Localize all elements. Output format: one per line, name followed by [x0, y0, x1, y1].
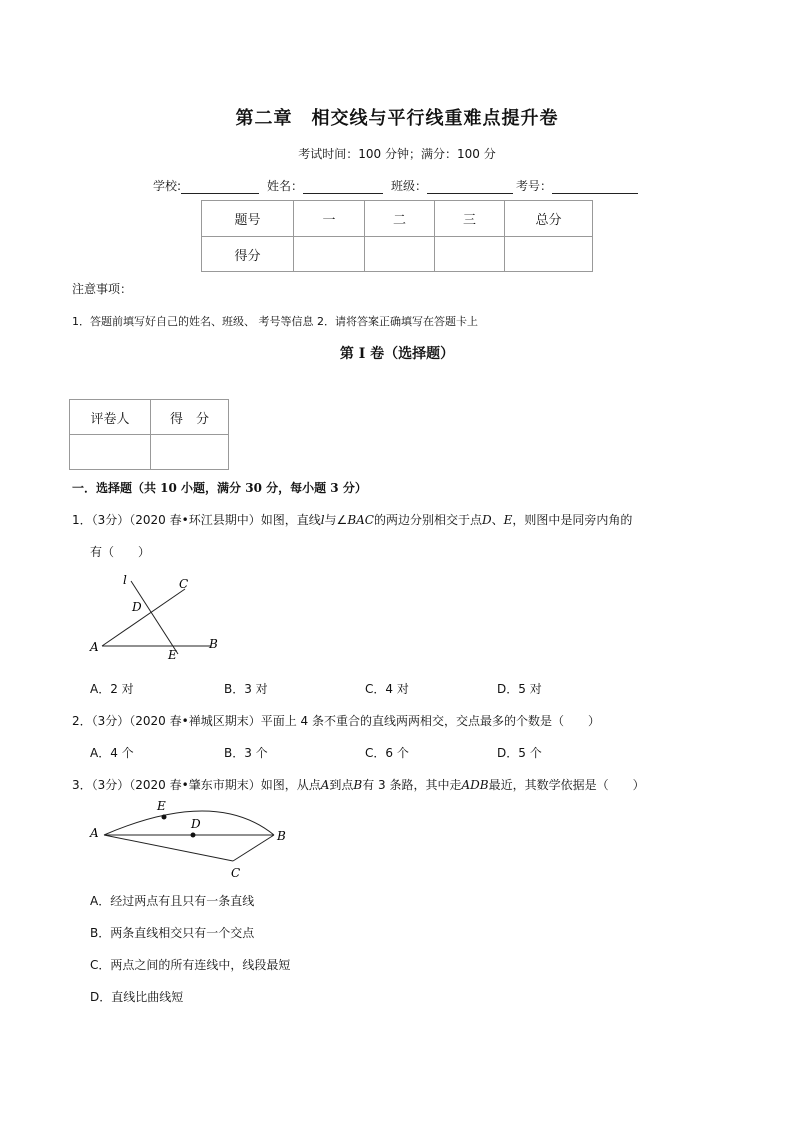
line-l — [131, 581, 178, 654]
class-label: 班级： — [391, 179, 428, 193]
path-cb — [233, 835, 274, 861]
q1-option-c[interactable]: C．4 对 — [365, 682, 409, 696]
notes-text: 1．答题前填写好自己的姓名、班级、 考号等信息 2．请将答案正确填写在答题卡上 — [72, 315, 478, 328]
score-cell[interactable] — [365, 237, 435, 272]
grader-value-row — [70, 435, 229, 470]
exam-time-info: 考试时间：100 分钟；满分：100 分 — [298, 147, 496, 161]
q3-option-b[interactable]: B．两条直线相交只有一个交点 — [90, 926, 255, 940]
name-blank[interactable] — [303, 180, 383, 194]
path-aeb — [104, 811, 274, 835]
volume-title: 第 I 卷（选择题） — [339, 346, 455, 362]
label-b: B — [209, 637, 218, 651]
label-a: A — [90, 640, 99, 654]
score-cell[interactable] — [294, 237, 365, 272]
grader-label: 评卷人 — [70, 400, 151, 435]
exam-no-field — [516, 177, 638, 194]
label-l: l — [123, 573, 127, 587]
score-table — [201, 200, 593, 272]
label-c: C — [231, 866, 241, 880]
point-e — [162, 815, 167, 820]
class-field — [391, 177, 513, 194]
q1-option-b[interactable]: B．3 对 — [224, 682, 268, 696]
score-header-cell: 二 — [365, 201, 435, 237]
q3-option-a[interactable]: A．经过两点有且只有一条直线 — [90, 894, 255, 908]
q2-option-c[interactable]: C．6 个 — [365, 746, 409, 760]
q2-option-b[interactable]: B．3 个 — [224, 746, 268, 760]
label-e: E — [168, 648, 177, 662]
q1-option-d[interactable]: D．5 对 — [497, 682, 542, 696]
score-header-cell: 题号 — [202, 201, 294, 237]
q2-option-a[interactable]: A．4 个 — [90, 746, 134, 760]
score-cell[interactable] — [505, 237, 593, 272]
grader-score-label: 得 分 — [151, 400, 229, 435]
name-field — [267, 177, 383, 194]
path-ac — [104, 835, 233, 861]
label-d: D — [132, 600, 142, 614]
score-header-cell: 总分 — [505, 201, 593, 237]
question-3-figure — [85, 797, 295, 882]
score-row-label: 得分 — [202, 237, 294, 272]
school-blank[interactable] — [181, 180, 259, 194]
grader-cell[interactable] — [70, 435, 151, 470]
grader-score-cell[interactable] — [151, 435, 229, 470]
label-d: D — [191, 817, 201, 831]
school-field — [153, 177, 259, 194]
grader-header-row — [70, 400, 229, 435]
point-d — [191, 833, 196, 838]
ray-ac — [102, 589, 185, 646]
question-1-text: 1．（3分）（2020 春•环江县期中）如图，直线l与∠BAC的两边分别相交于点D、E，则图中是同旁内角的 — [72, 513, 633, 527]
question-1-line2: 有（ ） — [90, 545, 151, 559]
grader-table — [69, 399, 229, 470]
school-label: 学校: — [153, 179, 182, 193]
score-header-cell: 一 — [294, 201, 365, 237]
question-2-text: 2．（3分）（2020 春•禅城区期末）平面上 4 条不重合的直线两两相交，交点最多的个数是（ ） — [72, 714, 600, 728]
page-title: 第二章 相交线与平行线重难点提升卷 — [235, 108, 559, 129]
exam-no-blank[interactable] — [552, 180, 638, 194]
label-a: A — [90, 826, 99, 840]
question-3-text: 3．（3分）（2020 春•肇东市期末）如图，从点A到点B有 3 条路，其中走ADB最近，其数学依据是（ ） — [72, 778, 645, 792]
section-heading: 一．选择题（共 10 小题，满分 30 分，每小题 3 分） — [72, 481, 367, 495]
q3-option-d[interactable]: D．直线比曲线短 — [90, 990, 184, 1004]
q1-option-a[interactable]: A．2 对 — [90, 682, 134, 696]
score-table-score-row — [202, 237, 593, 272]
name-label: 姓名： — [267, 179, 304, 193]
question-1-figure — [85, 570, 225, 665]
score-header-cell: 三 — [435, 201, 505, 237]
label-b: B — [277, 829, 286, 843]
exam-no-label: 考号： — [516, 179, 553, 193]
score-table-header-row — [202, 201, 593, 237]
class-blank[interactable] — [427, 180, 513, 194]
score-cell[interactable] — [435, 237, 505, 272]
label-c: C — [179, 577, 189, 591]
q3-option-c[interactable]: C．两点之间的所有连线中，线段最短 — [90, 958, 291, 972]
q2-option-d[interactable]: D．5 个 — [497, 746, 542, 760]
label-e: E — [157, 799, 166, 813]
notes-heading: 注意事项： — [72, 282, 133, 296]
